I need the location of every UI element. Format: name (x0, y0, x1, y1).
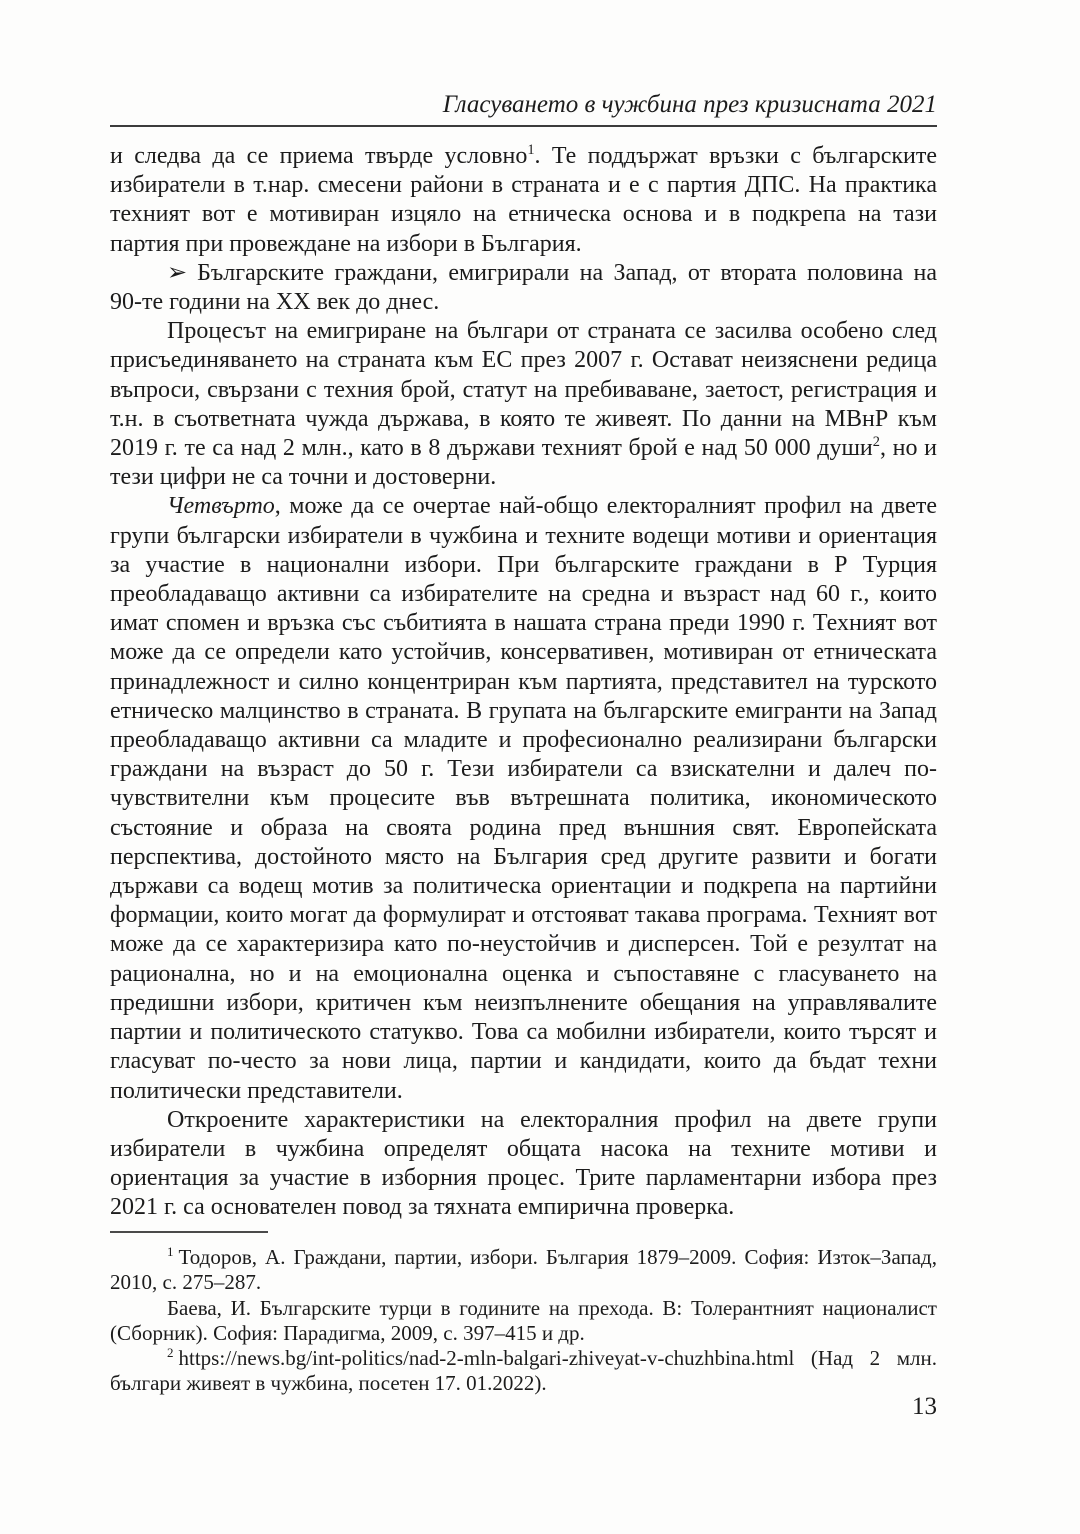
p1-text-before-ref: и следва да се приема твърде условно (110, 143, 528, 169)
paragraph-bullet (110, 259, 937, 317)
page-number: 13 (912, 1393, 937, 1420)
footnote-1-text: Тодоров, А. Граждани, партии, избори. България 1879–2009. София: Изток–Запад, 2010, с. 275–287. (110, 1245, 937, 1295)
running-header (110, 91, 937, 127)
paragraph-continuation (110, 142, 937, 259)
page-body (110, 142, 937, 1223)
footnote-2-text: https://news.bg/int-politics/nad-2-mln-balgari-zhiveyat-v-chuzhbina.html (Над 2 млн. българи живеят в чужбина, посетен 17. 01.2022). (110, 1346, 937, 1396)
running-title: Гласуването в чужбина през кризисната 2021 (442, 91, 937, 118)
footnote-1-marker: 1 (167, 1244, 174, 1259)
footnotes-section (110, 1231, 937, 1397)
p4-lead-italic: Четвърто (167, 493, 275, 520)
paragraph-fourth-point (110, 492, 937, 1105)
footnote-ref-2: 2 (872, 434, 880, 451)
p4-text: , може да се очертае най-общо електоралният профил на двете групи български избиратели в чужбина и техните водещи мотиви и ориентация за участие в национални избори. При българските граждани в Р Турция преобладаващо активни са избирателите на средна и възраст над 60 г., които имат спомен и връзка със събитията в нашата страна преди 1990 г. Техният вот може да се определи като устойчив, консервативен, мотивиран от етническата принадлежност и силно концентриран към партията, представител на турското етническо малцинство в страната. В групата на българските емигранти на Запад преобладаващо активни са младите и професионално реализирани български граждани на възраст до 50 г. Тези избиратели са взискателни и далеч по-чувствителни към процесите във вътрешната политика, икономическото състояние и образа на своята родина пред външния свят. Европейската перспектива, достойното място на България сред другите развити и богати държави са водещ мотив за политическа ориентации и подкрепа на партийни формации, които могат да формулират и отстояват такава програма. Техният вот може да се характеризира като по-неустойчив и дисперсен. Той е резултат на рационална, но и на емоционална оценка и съпоставяне с гласуването на предишни избори, критичен към неизпълнените обещания на управлявалите партии и политическото статукво. Това са мобилни избиратели, които търсят и гласуват по-често за нови лица, партии и кандидати, които да бъдат техни политически представители. (110, 493, 937, 1104)
p5-text: Откроените характеристики на електоралния профил на двете групи избиратели в чужбина определят общата насока на техните мотиви и ориентация за участие в изборния процес. Трите парламентарни избора през 2021 г. са основателен повод за тяхната емпирична проверка. (110, 1106, 937, 1221)
footnote-divider (110, 1231, 268, 1233)
p3-text-after-ref: , но и тези цифри не са точни и достоверни. (110, 435, 937, 491)
footnote-2-marker: 2 (167, 1345, 174, 1361)
footnote-ref-1: 1 (527, 142, 535, 158)
p2-text: Българските граждани, емигрирали на Запад, от втората половина на 90-те години на ХХ век до днес. (110, 259, 937, 316)
paragraph-conclusion (110, 1106, 937, 1223)
footnote-1 (110, 1245, 937, 1296)
p3-text-before-ref: Процесът на емигриране на българи от страната се засилва особено след присъединяването на страната към ЕС през 2007 г. Остават неизяснени редица въпроси, свързани с техния брой, статут на пребиваване, заетост, регистрация и т.н. в съответната чужда държава, в която те живеят. По данни на МВнР към 2019 г. те са над 2 млн., като в 8 държави техният брой е над 50 000 души (110, 318, 937, 462)
paragraph-emigration (110, 317, 937, 492)
footnote-2 (110, 1346, 937, 1397)
footnote-1-continued (110, 1296, 937, 1347)
arrow-bullet-icon: ➢ (167, 259, 188, 286)
p1-text-after-ref: . Те поддържат връзки с българските избиратели в т.нар. смесени райони в страната и е с партия ДПС. На практика техният вот е мотивиран изцяло на етническа основа и в подкрепа на тази партия при провеждане на избори в България. (110, 143, 937, 257)
footnote-1-continued-text: Баева, И. Българските турци в годините на прехода. В: Толерантният националист (Сборник). София: Парадигма, 2009, с. 397–415 и др. (110, 1295, 937, 1345)
